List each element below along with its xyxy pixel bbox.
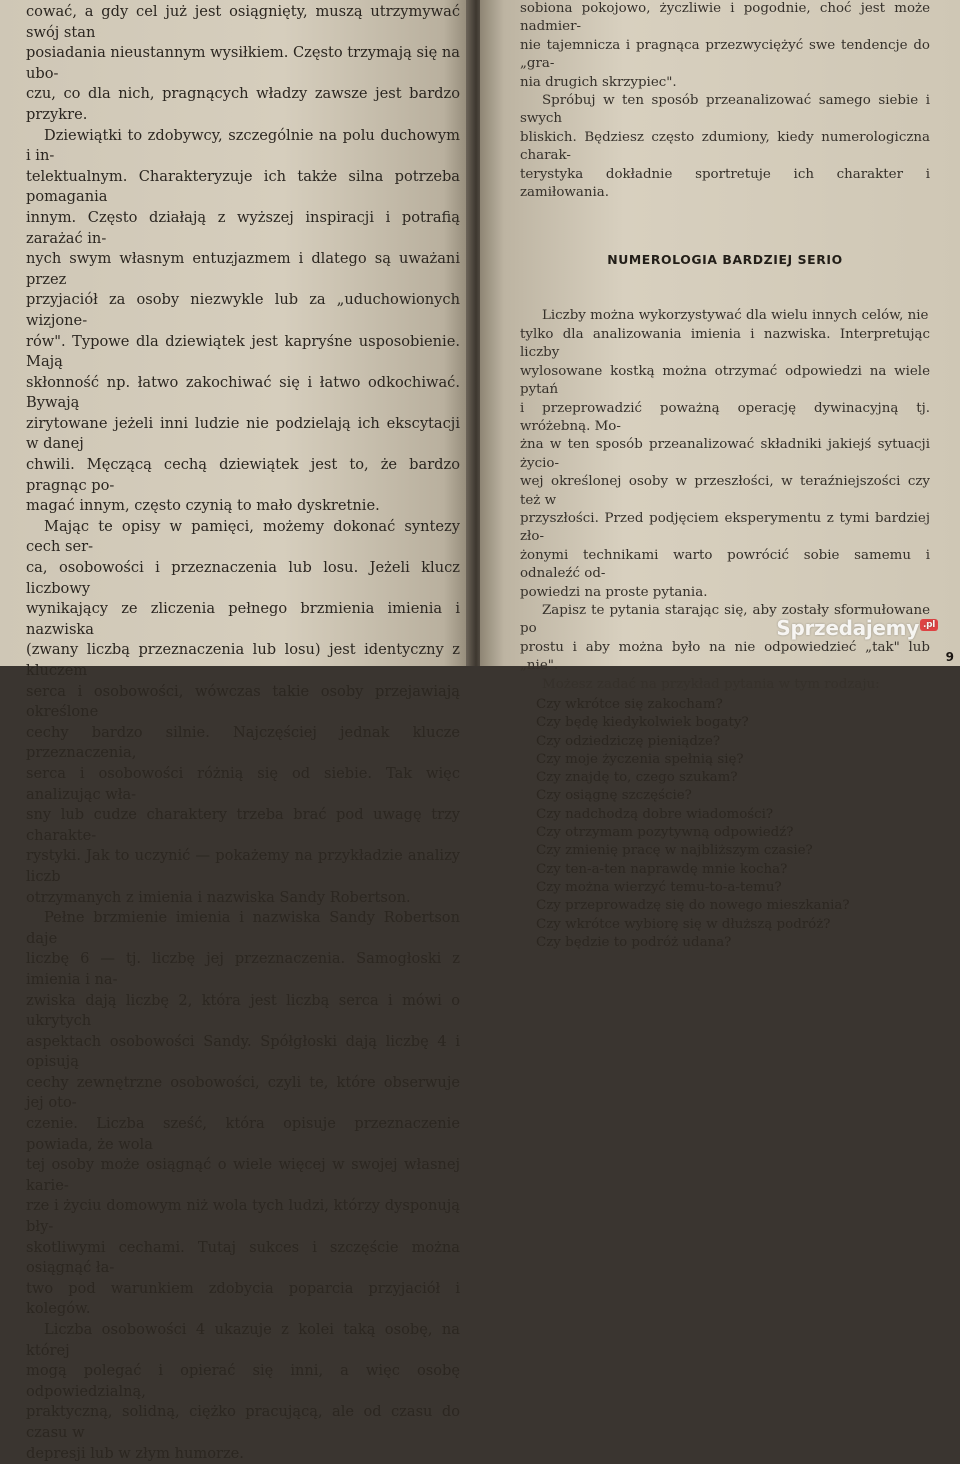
text-line: Możesz zadać na przykład pytania w tym rodzaju: xyxy=(542,676,880,692)
text-line: liczbę 6 — tj. liczbę jej przeznaczenia. Samogłoski z imienia i na- xyxy=(26,950,460,988)
text-line: praktyczną, solidną, ciężko pracującą, ale od czasu do czasu w xyxy=(26,1403,460,1441)
text-line: skłonność np. łatwo zakochiwać się i łatwo odkochiwać. Bywają xyxy=(26,373,460,412)
text-line: serca i osobowości, wówczas takie osoby przejawiają określone xyxy=(26,682,460,721)
text-line: cechy zewnętrzne osobowości, czyli te, które obserwuje jej oto- xyxy=(26,1073,460,1112)
text-line: mogą polegać i opierać się inni, a więc osobę odpowiedzialną, xyxy=(26,1362,460,1400)
text-line: ca, osobowości i przeznaczenia lub losu. Jeżeli klucz liczbowy xyxy=(26,559,460,597)
text-line: depresji lub w złym humorze. xyxy=(26,1444,244,1462)
text-line: rystyki. Jak to uczynić — pokażemy na przykładzie analizy liczb xyxy=(26,847,460,885)
text-line: czu, co dla nich, pragnących władzy zawsze jest bardzo przykre. xyxy=(26,85,460,123)
question-item: Czy będę kiedykolwiek bogaty? xyxy=(536,715,749,731)
text-line: tylko dla analizowania imienia i nazwiska. Interpretując liczby xyxy=(520,326,930,361)
question-list xyxy=(536,696,930,952)
text-line: wylosowane kostką można otrzymać odpowiedzi na wiele pytań xyxy=(520,363,930,398)
text-line: bliskich. Będziesz często zdumiony, kiedy numerologiczna charak- xyxy=(520,129,930,164)
question-item: Czy wkrótce się zakocham? xyxy=(536,697,723,712)
text-line: otrzymanych z imienia i nazwiska Sandy Robertson. xyxy=(26,888,411,906)
text-line: zwiska dają liczbę 2, która jest liczbą serca i mówi o ukrytych xyxy=(26,991,460,1030)
left-page-text xyxy=(26,2,460,1464)
text-line: sobiona pokojowo, życzliwie i pogodnie, choć jest może nadmier- xyxy=(520,1,930,35)
text-line: Spróbuj w ten sposób przeanalizować samego siebie i swych xyxy=(520,93,930,127)
question-item: Czy moje życzenia spełnią się? xyxy=(536,751,744,767)
right-page xyxy=(480,0,960,950)
question-item: Czy zmienię pracę w najbliższym czasie? xyxy=(536,843,813,859)
text-line: powiedzi na proste pytania. xyxy=(520,584,708,600)
text-line: żonymi technikami warto powrócić sobie samemu i odnaleźć od- xyxy=(520,547,930,582)
section-title: NUMEROLOGIA BARDZIEJ SERIO xyxy=(607,252,843,268)
question-item: Czy wkrótce wybiorę się w dłuższą podróż? xyxy=(536,916,831,932)
question-item: Czy można wierzyć temu-to-a-temu? xyxy=(536,879,782,895)
question-item: Czy osiągnę szczęście? xyxy=(536,788,692,804)
text-line: Zapisz te pytania starając się, aby zostały sformułowane po xyxy=(520,602,930,637)
text-line: nych swym własnym entuzjazmem i dlatego są uważani przez xyxy=(26,250,460,288)
text-line: sny lub cudze charaktery trzeba brać pod uwagę trzy charakte- xyxy=(26,806,460,844)
text-line: innym. Często działają z wyższej inspiracji i potrafią zarażać in- xyxy=(26,208,460,247)
text-line: zirytowane jeżeli inni ludzie nie podzielają ich ekscytacji w danej xyxy=(26,414,460,453)
text-line: serca i osobowości różnią się od siebie. Tak więc analizując wła- xyxy=(26,764,460,803)
text-line: przyszłości. Przed podjęciem eksperymentu z tymi bardziej zło- xyxy=(520,510,930,545)
text-line: i przeprowadzić poważną operację dywinacyjną tj. wróżebną. Mo- xyxy=(520,400,930,434)
question-item: Czy otrzymam pozytywną odpowiedź? xyxy=(536,825,794,841)
text-line: przyjaciół za osoby niezwykle lub za „uduchowionych wizjone- xyxy=(26,291,460,329)
text-line: Liczby można wykorzystywać dla wielu innych celów, nie xyxy=(542,308,929,324)
text-line: cechy bardzo silnie. Najczęściej jednak klucze przeznaczenia, xyxy=(26,723,460,762)
text-line: wynikający ze zliczenia pełnego brzmienia imienia i nazwiska xyxy=(26,600,460,638)
question-item: Czy ten-a-ten naprawdę mnie kocha? xyxy=(536,861,788,877)
watermark-tld: .pl xyxy=(920,619,938,631)
watermark-name: Sprzedajemy xyxy=(776,616,919,640)
watermark-logo xyxy=(776,616,938,640)
question-item: Czy przeprowadzę się do nowego mieszkania? xyxy=(536,898,850,914)
text-line: prostu i aby można było na nie odpowiedzieć „tak" lub „nie". xyxy=(520,639,930,674)
text-line: (zwany liczbą przeznaczenia lub losu) jest identyczny z kluczem xyxy=(26,641,460,679)
question-item: Czy odziedziczę pieniądze? xyxy=(536,733,721,749)
text-line: skotliwymi cechami. Tutaj sukces i szczęście można osiągnąć ła- xyxy=(26,1238,460,1277)
text-line: magać innym, często czynią to mało dyskretnie. xyxy=(26,497,380,515)
text-line: czenie. Liczba sześć, która opisuje przeznaczenie powiada, że wola xyxy=(26,1115,460,1153)
text-line: telektualnym. Charakteryzuje ich także silna potrzeba pomagania xyxy=(26,167,460,206)
question-item: Czy będzie to podróż udana? xyxy=(536,934,732,950)
text-line: Mając te opisy w pamięci, możemy dokonać syntezy cech ser- xyxy=(26,517,460,556)
text-line: tej osoby może osiągnąć o wiele więcej w swojej własnej karie- xyxy=(26,1156,460,1194)
text-line: rze i życiu domowym niż wola tych ludzi, którzy dysponują bły- xyxy=(26,1197,460,1236)
text-line: posiadania nieustannym wysiłkiem. Często trzymają się na ubo- xyxy=(26,44,460,82)
text-line: two pod warunkiem zdobycia poparcia przyjaciół i kolegów. xyxy=(26,1279,460,1318)
right-page-intro-text xyxy=(520,0,930,202)
text-line: wej określonej osoby w przeszłości, w teraźniejszości czy też w xyxy=(520,474,930,508)
text-line: rów". Typowe dla dziewiątek jest kapryśne usposobienie. Mają xyxy=(26,332,460,371)
text-line: chwili. Męczącą cechą dziewiątek jest to, że bardzo pragnąc po- xyxy=(26,456,460,494)
text-line: nia drugich skrzypiec". xyxy=(520,74,677,90)
text-line: terystyka dokładnie sportretuje ich charakter i zamiłowania. xyxy=(520,166,930,201)
text-line: cować, a gdy cel już jest osiągnięty, muszą utrzymywać swój stan xyxy=(26,3,460,41)
page-number: 9 xyxy=(945,650,954,664)
text-line: nie tajemnicza i pragnąca przezwyciężyć swe tendencje do „gra- xyxy=(520,37,930,72)
text-line: żna w ten sposób przeanalizować składniki jakiejś sytuacji życio- xyxy=(520,437,930,471)
text-line: aspektach osobowości Sandy. Spółgłoski dają liczbę 4 i opisują xyxy=(26,1032,460,1071)
text-line: Pełne brzmienie imienia i nazwiska Sandy Robertson daje xyxy=(26,909,460,947)
text-line: Dziewiątki to zdobywcy, szczególnie na polu duchowym i in- xyxy=(26,126,460,165)
question-item: Czy znajdę to, czego szukam? xyxy=(536,770,738,786)
text-line: Liczba osobowości 4 ukazuje z kolei taką osobę, na której xyxy=(26,1321,460,1359)
left-page xyxy=(0,0,472,1462)
question-item: Czy nadchodzą dobre wiadomości? xyxy=(536,806,774,822)
